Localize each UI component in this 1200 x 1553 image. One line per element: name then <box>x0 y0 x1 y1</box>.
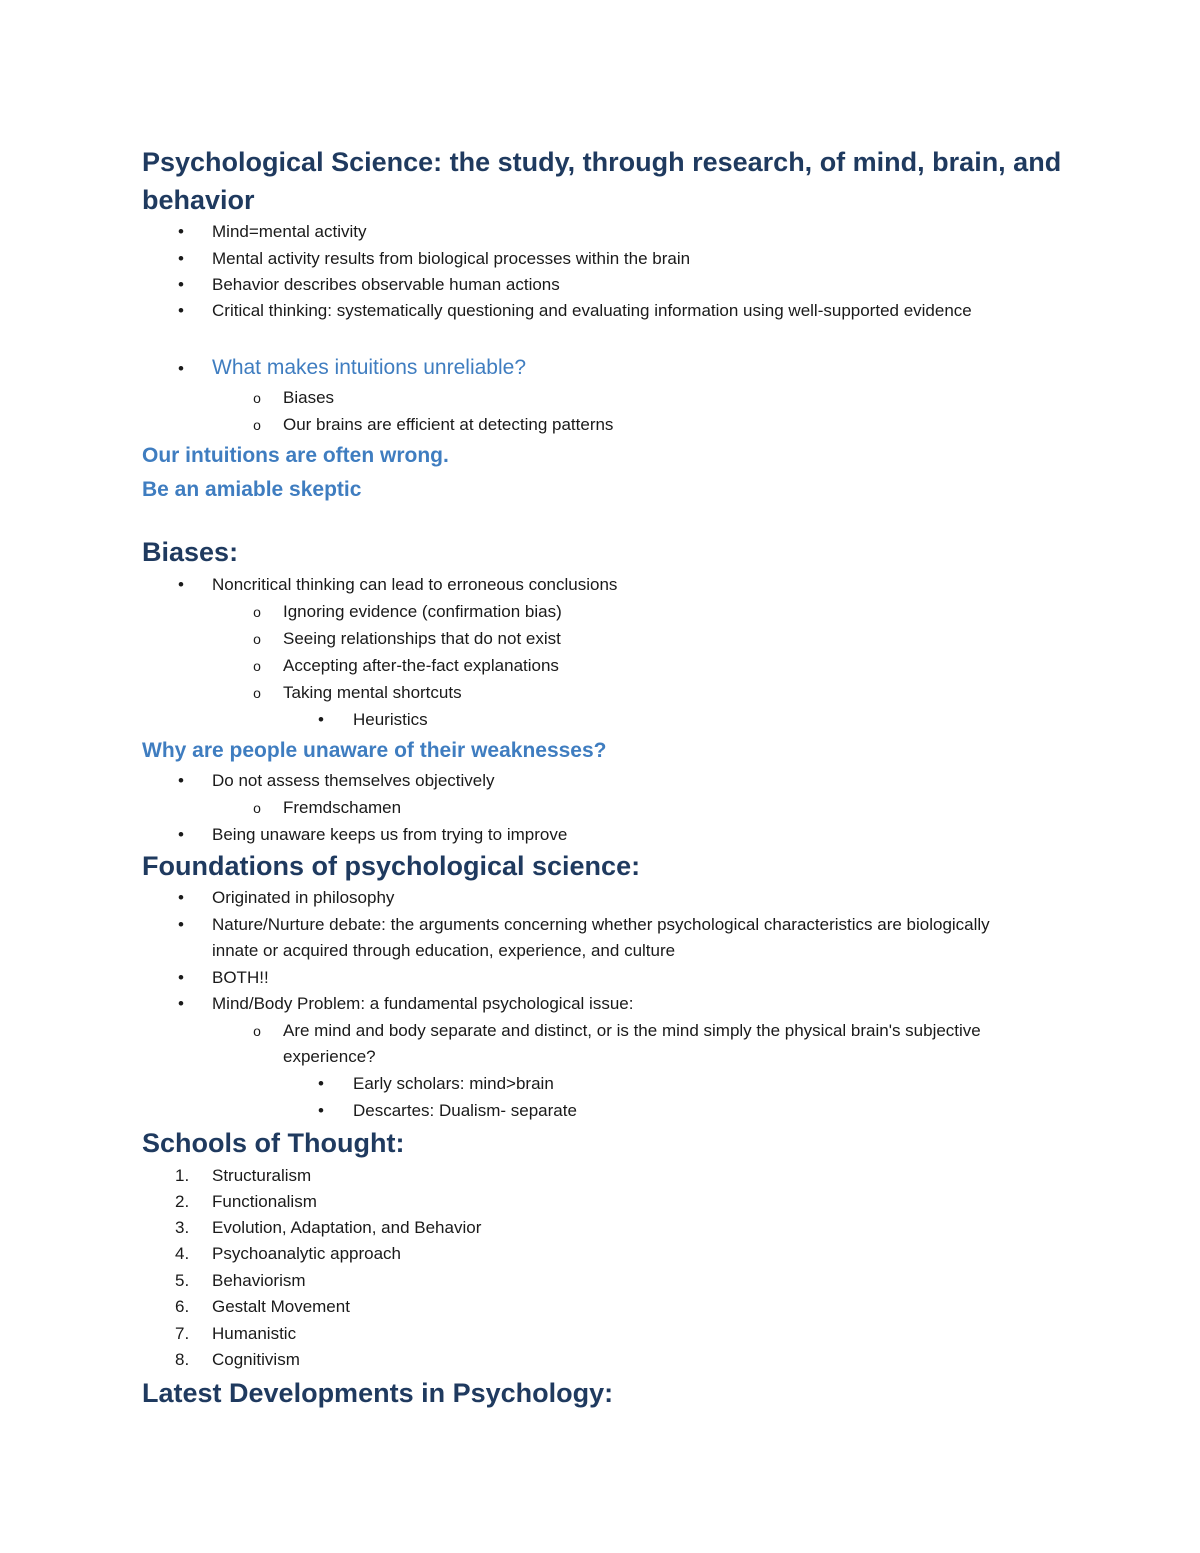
list-item: Mental activity results from biological processes within the brain <box>212 249 691 268</box>
list-item: Gestalt Movement <box>212 1297 350 1316</box>
bullet-icon: • <box>178 575 184 594</box>
list-item: Our brains are efficient at detecting patterns <box>283 415 614 434</box>
list-item: Mind=mental activity <box>212 222 367 241</box>
list-item: Evolution, Adaptation, and Behavior <box>212 1218 482 1237</box>
list-item: Biases <box>283 388 335 407</box>
bullet-icon: • <box>178 915 184 934</box>
bullet-icon: • <box>178 825 184 844</box>
callout-amiable-skeptic: Be an amiable skeptic <box>142 478 362 501</box>
list-item: Mind/Body Problem: a fundamental psychological issue: <box>212 994 634 1013</box>
list-number: 3. <box>175 1218 190 1237</box>
list-number: 1. <box>175 1166 190 1185</box>
list-item: Critical thinking: systematically questioning and evaluating information using well-supported evidence <box>212 301 972 320</box>
list-item: Behaviorism <box>212 1271 306 1290</box>
section-heading-unaware: Why are people unaware of their weaknesses? <box>142 739 607 762</box>
list-number: 4. <box>175 1244 190 1263</box>
list-item: Descartes: Dualism- separate <box>353 1101 577 1120</box>
bullet-icon: • <box>318 710 324 729</box>
circle-bullet-icon: o <box>253 417 261 433</box>
circle-bullet-icon: o <box>253 685 261 701</box>
list-item: Accepting after-the-fact explanations <box>283 656 559 675</box>
list-item: Noncritical thinking can lead to erroneous conclusions <box>212 575 618 594</box>
list-number: 6. <box>175 1297 190 1316</box>
list-item: Nature/Nurture debate: the arguments concerning whether psychological characteristics are biologically innate or acquired through education, experience, and culture <box>212 915 990 960</box>
list-item: Psychoanalytic approach <box>212 1244 402 1263</box>
list-item: Do not assess themselves objectively <box>212 771 495 790</box>
bullet-icon: • <box>178 301 184 320</box>
list-item: Cognitivism <box>212 1350 300 1369</box>
circle-bullet-icon: o <box>253 604 261 620</box>
bullet-icon: • <box>178 888 184 907</box>
bullet-icon: • <box>318 1074 324 1093</box>
section-heading-biases: Biases: <box>142 537 239 567</box>
list-number: 8. <box>175 1350 190 1369</box>
bullet-icon: • <box>318 1101 324 1120</box>
list-number: 5. <box>175 1271 190 1290</box>
list-item: Seeing relationships that do not exist <box>283 629 561 648</box>
page-title: Psychological Science: the study, through research, of mind, brain, and behavior <box>142 147 1062 215</box>
list-item: Taking mental shortcuts <box>283 683 462 702</box>
bullet-icon: • <box>178 968 184 987</box>
bullet-icon: • <box>178 771 184 790</box>
list-item: Structuralism <box>212 1166 312 1185</box>
bullet-icon: • <box>178 275 184 294</box>
list-item: Originated in philosophy <box>212 888 395 907</box>
section-heading-latest: Latest Developments in Psychology: <box>142 1378 614 1408</box>
list-item: Early scholars: mind>brain <box>353 1074 554 1093</box>
section-heading-foundations: Foundations of psychological science: <box>142 851 641 881</box>
list-item: BOTH!! <box>212 968 269 987</box>
circle-bullet-icon: o <box>253 631 261 647</box>
list-item: Humanistic <box>212 1324 297 1343</box>
circle-bullet-icon: o <box>253 1023 261 1039</box>
callout-intuitions-wrong: Our intuitions are often wrong. <box>142 444 449 467</box>
list-item: Fremdschamen <box>283 798 402 817</box>
circle-bullet-icon: o <box>253 390 261 406</box>
list-item: Heuristics <box>353 710 428 729</box>
intuitions-question: What makes intuitions unreliable? <box>212 356 526 379</box>
list-item: Functionalism <box>212 1192 317 1211</box>
circle-bullet-icon: o <box>253 658 261 674</box>
bullet-icon: • <box>178 994 184 1013</box>
list-item: Are mind and body separate and distinct, or is the mind simply the physical brain's subjective experience? <box>283 1021 981 1066</box>
bullet-icon: • <box>178 359 184 378</box>
list-number: 2. <box>175 1192 190 1211</box>
list-number: 7. <box>175 1324 190 1343</box>
section-heading-schools: Schools of Thought: <box>142 1128 405 1158</box>
bullet-icon: • <box>178 222 184 241</box>
list-item: Being unaware keeps us from trying to improve <box>212 825 568 844</box>
bullet-icon: • <box>178 249 184 268</box>
list-item: Ignoring evidence (confirmation bias) <box>283 602 562 621</box>
list-item: Behavior describes observable human actions <box>212 275 560 294</box>
circle-bullet-icon: o <box>253 800 261 816</box>
